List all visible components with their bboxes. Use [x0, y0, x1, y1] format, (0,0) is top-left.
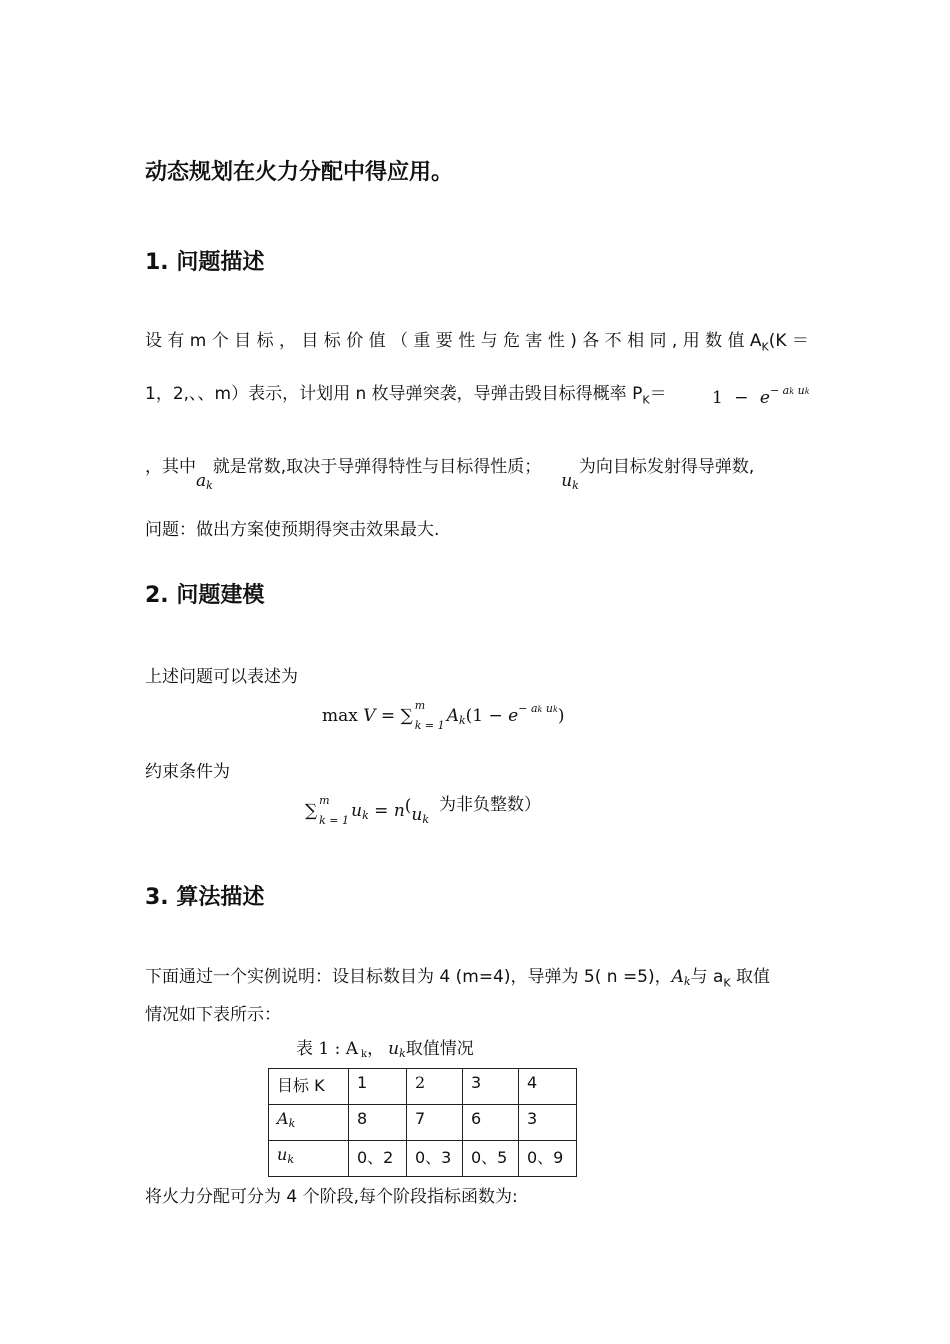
s3-line-1	[145, 962, 770, 989]
eq1-exp-k2: k	[552, 705, 558, 714]
eq2-tail: 为非负整数）	[439, 795, 542, 815]
table-cell: 3	[463, 1069, 519, 1105]
prob-exp: − a	[769, 384, 790, 397]
eq2-paren: (	[404, 796, 412, 816]
s3-A-var: A	[671, 967, 684, 987]
prob-formula	[712, 384, 810, 408]
table-row	[269, 1069, 577, 1105]
table-cell: 8	[349, 1105, 407, 1141]
u-sub: k	[572, 479, 579, 492]
s3-line1-text-a: 下面通过一个实例说明：设目标数目为 4 (m=4)，导弹为 5( n =5)，	[145, 967, 672, 987]
eq1-A: A	[446, 706, 459, 726]
table-cell: 1	[349, 1069, 407, 1105]
a-var: a	[196, 471, 207, 491]
eq2-n: n	[393, 801, 405, 821]
table-cell: 目标 K	[269, 1069, 349, 1105]
table-cell: 2	[407, 1069, 463, 1105]
table-cell: 4	[519, 1069, 577, 1105]
table-row	[269, 1105, 577, 1141]
eq2-uk2: k	[422, 813, 430, 826]
eq1-exp-k: k	[537, 705, 543, 714]
eq2-sup: m	[319, 793, 330, 807]
a-sub: k	[206, 479, 213, 492]
s1-line2-text-b: ＝	[649, 384, 667, 404]
caption-sub: k	[361, 1049, 368, 1060]
s3-line1-sub: K	[723, 976, 731, 990]
eq1-sup: m	[414, 698, 426, 712]
eq1-V: V	[363, 706, 376, 726]
row-head-A: A	[277, 1109, 289, 1128]
table-cell: 3	[519, 1105, 577, 1141]
s3-line1-text-b: 与 a	[690, 967, 724, 987]
prob-exp-k2: k	[804, 387, 810, 396]
table-cell	[269, 1105, 349, 1141]
table-cell: 0、5	[463, 1141, 519, 1177]
caption-b: ，	[367, 1039, 385, 1059]
s1-line3-text-a: ，其中	[145, 457, 196, 477]
eq2-uk: k	[362, 809, 369, 822]
eq1-paren: (1 −	[465, 706, 509, 726]
eq1-max: max	[322, 706, 364, 726]
eq2-eq: =	[368, 801, 394, 821]
row-head-A-sub: k	[288, 1117, 296, 1130]
eq1-sum: = ∑	[375, 706, 413, 726]
table-cell	[269, 1141, 349, 1177]
s1-line-4: 问题：做出方案使预期得突击效果最大.	[145, 520, 440, 540]
eq1-exp-u: u	[542, 702, 553, 715]
s2-intro: 上述问题可以表述为	[145, 667, 298, 687]
eq2-u: u	[351, 801, 363, 821]
prob-exp-k1: k	[789, 387, 795, 396]
s1-line1-text: 设 有 m 个 目 标 ， 目 标 价 值 （ 重 要 性 与 危 害 性 ) 各 不 相 同 , 用 数 值 A	[145, 331, 762, 351]
constraint-equation	[305, 793, 542, 827]
table-cell: 0、9	[519, 1141, 577, 1177]
prob-one: 1	[712, 388, 723, 408]
s1-line3-text-c: 为向目标发射得导弹数,	[578, 457, 755, 477]
caption-uk: k	[399, 1047, 406, 1060]
section-heading-2: 2. 问题建模	[145, 583, 265, 608]
row-head-u-sub: k	[287, 1153, 294, 1166]
s1-line-3	[145, 452, 755, 492]
section-heading-1: 1. 问题描述	[145, 250, 265, 275]
s1-line1-text-b: (K ＝	[768, 331, 809, 351]
objective-equation	[322, 698, 565, 732]
values-table	[268, 1068, 577, 1177]
eq2-sub: k = 1	[319, 813, 350, 827]
caption-a: 表 1 : A	[296, 1039, 359, 1059]
s3-closing: 将火力分配可分为 4 个阶段,每个阶段指标函数为:	[145, 1187, 518, 1207]
eq1-Ak: k	[459, 714, 466, 727]
eq1-sub: k = 1	[414, 718, 445, 732]
eq2-sum: ∑	[305, 801, 318, 821]
s1-line2-sub: K	[642, 393, 650, 407]
prob-e: e	[759, 388, 770, 408]
prob-minus: −	[734, 388, 749, 408]
eq2-u2: u	[411, 805, 423, 825]
page-title: 动态规划在火力分配中得应用。	[145, 160, 454, 185]
eq1-exp: − a	[518, 702, 538, 715]
table-row	[269, 1141, 577, 1177]
s2-constraint-label: 约束条件为	[145, 762, 230, 782]
s1-line3-text-b: 就是常数,取决于导弹得特性与目标得性质；	[212, 457, 542, 477]
section-heading-3: 3. 算法描述	[145, 885, 265, 910]
s1-line-1	[145, 326, 809, 353]
table-caption	[296, 1034, 474, 1059]
s3-line-2: 情况如下表所示：	[145, 1005, 281, 1025]
table-cell: 6	[463, 1105, 519, 1141]
caption-c: 取值情况	[405, 1039, 474, 1059]
eq1-e: e	[508, 706, 519, 726]
eq1-close: )	[557, 706, 565, 726]
prob-exp-u: u	[794, 384, 805, 397]
u-var: u	[561, 471, 573, 491]
s1-line2-text: 1，2,、、m）表示，计划用 n 枚导弹突袭，导弹击毁目标得概率 P	[145, 384, 643, 404]
s1-line-2	[145, 379, 667, 406]
row-head-u: u	[277, 1145, 288, 1164]
s1-line1-sub: K	[761, 340, 769, 354]
table-cell: 7	[407, 1105, 463, 1141]
caption-u: u	[388, 1039, 400, 1059]
table-cell: 0、3	[407, 1141, 463, 1177]
table-cell: 0、2	[349, 1141, 407, 1177]
s3-A-sub: k	[683, 975, 691, 988]
s3-line1-text-c: 取值	[730, 967, 771, 987]
